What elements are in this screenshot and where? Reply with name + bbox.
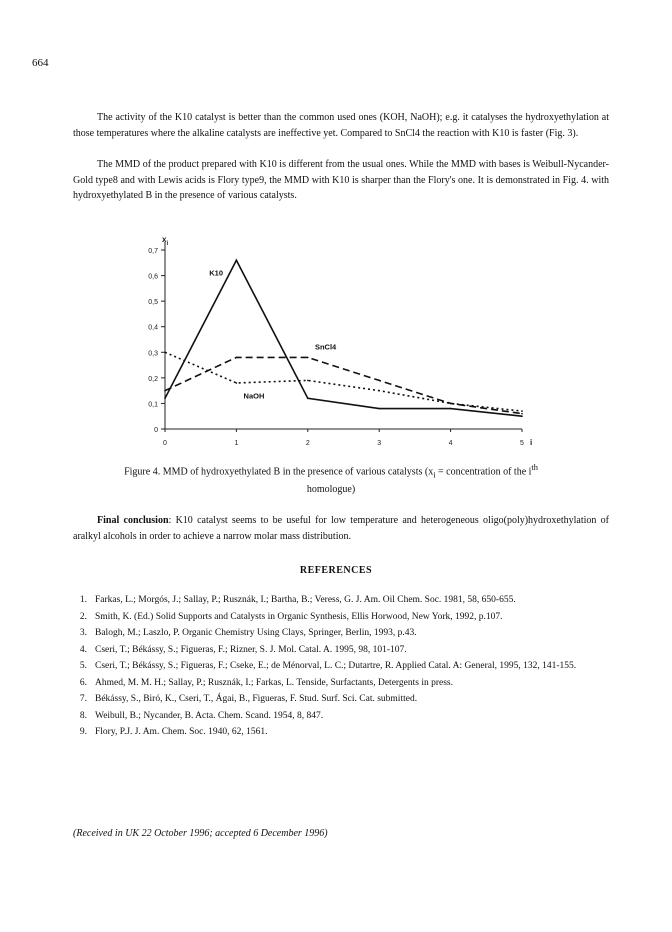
- series-label-naoh: NaOH: [243, 391, 265, 401]
- reference-item: [73, 611, 613, 623]
- received-date-line: (Received in UK 22 October 1996; accepted 6 December 1996): [73, 828, 328, 839]
- series-point-naoh: [164, 351, 166, 353]
- series-line-naoh: [165, 352, 522, 411]
- series-point-sncl4: [236, 357, 238, 359]
- series-point-sncl4: [521, 413, 523, 415]
- caption-prefix: Figure 4. MMD of hydroxyethylated B in the presence of various catalysts (x: [124, 466, 434, 478]
- series-point-k10: [450, 408, 452, 410]
- reference-text: Ahmed, M. M. H.; Sallay, P.; Rusznák, I.; Farkas, L. Tenside, Surfactants, Detergents in press.: [95, 677, 453, 688]
- series-point-k10: [378, 408, 380, 410]
- x-tick-label: 2: [305, 440, 310, 447]
- caption-subscript: i: [433, 470, 436, 480]
- y-tick-label: 0,3: [148, 350, 158, 358]
- y-tick-label: 0,6: [148, 273, 158, 281]
- x-tick-label: 1: [234, 440, 239, 447]
- reference-item: [73, 660, 613, 672]
- y-axis-label: $x_i$: [162, 235, 169, 247]
- y-tick-label: 0,4: [148, 324, 158, 332]
- reference-item: [73, 594, 613, 606]
- y-tick-label: 0,5: [148, 299, 158, 307]
- reference-text: Weibull, B.; Nycander, B. Acta. Chem. Scand. 1954, 8, 847.: [95, 710, 324, 721]
- reference-number: 9.: [79, 727, 87, 737]
- series-point-naoh: [378, 390, 380, 392]
- caption-suffix: homologue): [306, 484, 356, 496]
- reference-number: 3.: [79, 628, 87, 638]
- x-tick-label: 4: [448, 440, 453, 447]
- chart-labels: [148, 235, 532, 447]
- series-point-k10: [521, 415, 523, 417]
- paragraph-1: The activity of the K10 catalyst is better than the common used ones (KOH, NaOH); e.g. it catalyses the hydroxyethylation at those temperatures where the alkaline catalysts are ineffective yet. Compared to SnCl4 the reaction with K10 is faster (Fig. 3).: [73, 112, 609, 139]
- series-label-sncl4: SnCl4: [314, 342, 337, 352]
- series-line-k10: [165, 260, 522, 416]
- reference-item: [73, 677, 613, 689]
- series-point-naoh: [236, 382, 238, 384]
- figure-caption: [96, 460, 566, 497]
- reference-text: Smith, K. (Ed.) Solid Supports and Catalysts in Organic Synthesis, Ellis Horwood, New York, 1992, p.107.: [95, 611, 503, 622]
- reference-text: Farkas, L.; Morgós, J.; Sallay, P.; Rusznák, I.; Bartha, B.; Veress, G. J. Am. Oil Chem. Soc. 1981, 58, 650-655.: [95, 595, 516, 605]
- series-point-sncl4: [307, 357, 309, 359]
- x-tick-label: 5: [520, 440, 524, 447]
- series-point-k10: [236, 259, 238, 261]
- y-tick-label: 0,7: [148, 248, 158, 255]
- chart-svg: [130, 232, 550, 460]
- paragraph-2: The MMD of the product prepared with K10 is different from the usual ones. While the MMD with bases is Weibull-Nycander-Gold type8 and with Lewis acids is Flory type9, the MMD with K10 is sharper than the Flory's one. It is demonstrated in Fig. 4. with hydroxyethylated B in the presence of various catalysts.: [73, 159, 609, 201]
- reference-text: Cseri, T.; Békássy, S.; Figueras, F.; Rizner, S. J. Mol. Catal. A. 1995, 98, 101-107.: [95, 644, 407, 655]
- series-point-naoh: [307, 380, 309, 382]
- series-point-sncl4: [378, 380, 380, 382]
- caption-superscript: th: [531, 463, 538, 472]
- series-point-sncl4: [164, 390, 166, 392]
- series-label-k10: K10: [209, 268, 224, 278]
- y-tick-label: 0,1: [148, 401, 158, 409]
- series-point-naoh: [521, 410, 523, 412]
- reference-text: Flory, P.J. J. Am. Chem. Soc. 1940, 62, 1561.: [95, 727, 268, 737]
- reference-item: [73, 693, 613, 705]
- x-axis-label: i: [530, 438, 533, 447]
- page-number: 664: [32, 57, 49, 69]
- reference-number: 1.: [79, 595, 87, 605]
- figure-4-chart: [130, 232, 550, 460]
- reference-text: Balogh, M.; Laszlo, P. Organic Chemistry Using Clays, Springer, Berlin, 1993, p.43.: [95, 628, 417, 638]
- series-point-naoh: [450, 403, 452, 405]
- reference-number: 6.: [79, 677, 87, 688]
- conclusion-text: : K10 catalyst seems to be useful for low temperature and heterogeneous oligo(poly)hydroxethylation of aralkyl alcohols in order to achieve a narrow molar mass distribution.: [73, 515, 609, 542]
- references-list: [73, 594, 613, 743]
- reference-item: [73, 627, 613, 639]
- chart-series: [164, 259, 523, 417]
- reference-item: [73, 710, 613, 722]
- final-conclusion: [73, 513, 609, 544]
- conclusion-lead: Final conclusion: [97, 515, 169, 526]
- reference-text: Cseri, T.; Békássy, S.; Figueras, F.; Cseke, E.; de Ménorval, L. C.; Dutartre, R. Applied Catal. A: General, 1995, 132, 141-155.: [95, 661, 577, 671]
- reference-number: 7.: [79, 694, 87, 704]
- series-point-k10: [164, 398, 166, 400]
- y-tick-label: 0: [154, 427, 158, 434]
- reference-text: Békássy, S., Biró, K., Cseri, T., Ágai, B., Figueras, F. Stud. Surf. Sci. Cat. submitted.: [95, 694, 418, 704]
- y-axis-label-subscript: i: [166, 241, 169, 247]
- references-heading: REFERENCES: [299, 565, 373, 576]
- reference-number: 4.: [79, 644, 87, 655]
- x-tick-label: 0: [163, 440, 167, 447]
- reference-item: [73, 644, 613, 656]
- series-point-k10: [307, 398, 309, 400]
- reference-number: 8.: [79, 710, 87, 721]
- x-tick-label: 3: [377, 440, 382, 447]
- reference-number: 5.: [79, 661, 87, 671]
- caption-middle: = concentration of the i: [435, 466, 532, 478]
- reference-item: [73, 726, 613, 738]
- y-tick-label: 0,2: [148, 375, 158, 383]
- reference-number: 2.: [79, 611, 87, 622]
